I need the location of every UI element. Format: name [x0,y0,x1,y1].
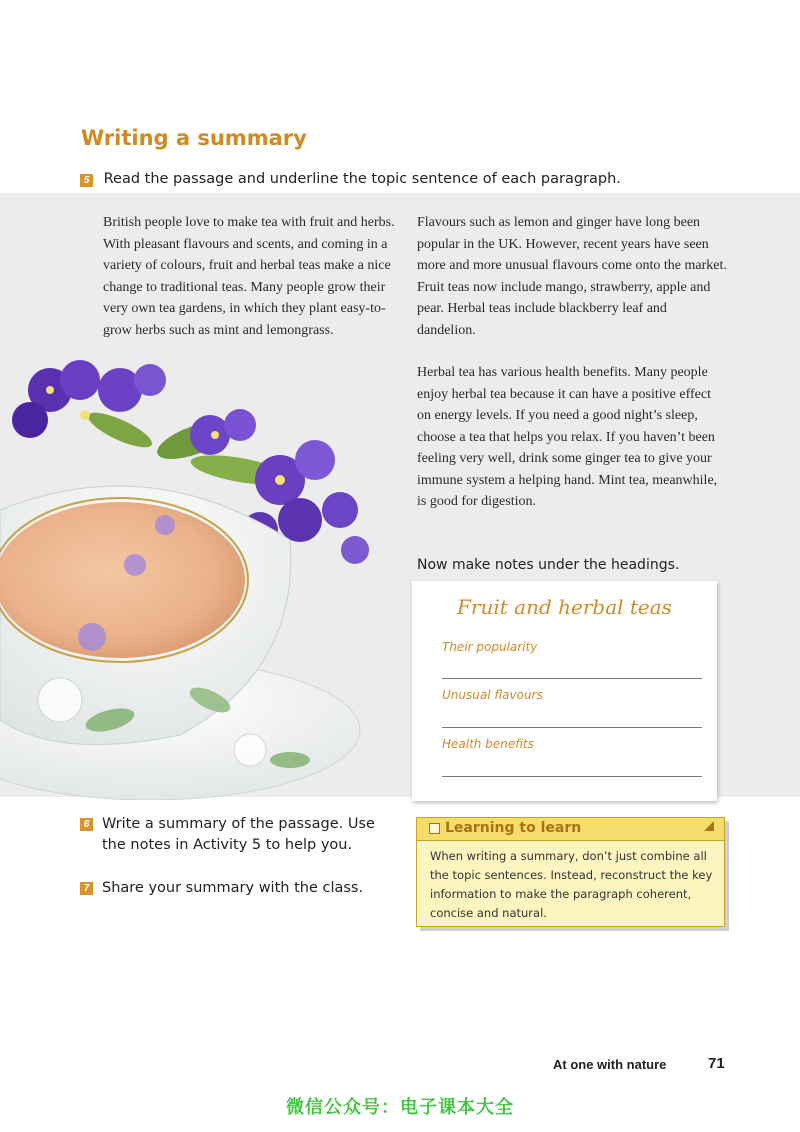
activity-5 [80,169,621,190]
footer-unit-title: At one with nature [553,1057,667,1072]
learning-box-title [429,820,581,836]
note-heading-flavours: Unusual flavours [442,688,543,702]
tea-cup-photo [0,340,400,800]
note-writing-line[interactable] [442,678,702,679]
notes-prompt: Now make notes under the headings. [417,557,680,573]
note-writing-line[interactable] [442,776,702,777]
page-number: 71 [708,1055,725,1072]
learning-box-title-text: Learning to learn [445,820,582,836]
note-heading-popularity: Their popularity [442,640,538,654]
activity-number-badge: 6 [80,818,93,831]
activity-7 [80,878,380,899]
notes-card-title: Fruit and herbal teas [457,595,672,619]
note-writing-line[interactable] [442,727,702,728]
note-heading-benefits: Health benefits [442,737,534,751]
activity-6-instruction: Write a summary of the passage. Use the notes in Activity 5 to help you. [102,816,375,853]
tea-surface [0,502,245,658]
checkbox-icon [429,823,440,834]
activity-7-instruction: Share your summary with the class. [102,880,364,896]
notes-card [412,581,717,801]
activity-6 [80,814,380,856]
learning-box-header [417,818,724,841]
passage-paragraph-1: British people love to make tea with fruit and herbs. With pleasant flavours and scents, and coming in a variety of colours, fruit and herbal teas make a nice change to traditional teas. Many people grow their very own tea gardens, in which they plant easy-to-grow herbs such as mint and lemongrass. [103,215,395,338]
activity-5-instruction: Read the passage and underline the topic sentence of each paragraph. [103,171,621,187]
activity-number-badge: 5 [80,174,93,187]
activity-number-badge: 7 [80,882,93,895]
learning-box-text: When writing a summary, don’t just combine all the topic sentences. Instead, reconstruct the key information to make the paragraph coherent, concise and natural. [430,849,713,920]
section-title: Writing a summary [81,126,307,150]
passage-paragraph-2: Flavours such as lemon and ginger have long been popular in the UK. However, recent years have seen more and more unusual flavours come onto the market. Fruit teas now include mango, strawberry, apple and pear. Herbal teas include blackberry leaf and dandelion. [417,215,727,338]
corner-triangle-icon [704,821,714,831]
learning-to-learn-box [416,817,725,927]
passage-paragraph-3: Herbal tea has various health benefits. Many people enjoy herbal tea because it can have a positive effect on energy levels. If you need a good night’s sleep, choose a tea that helps you relax. If you haven’t been feeling very well, drink some ginger tea to give your immune system a helping hand. Mint tea, meanwhile, is good for digestion. [417,365,718,509]
watermark-text: 微信公众号：电子课本大全 [286,1097,514,1118]
